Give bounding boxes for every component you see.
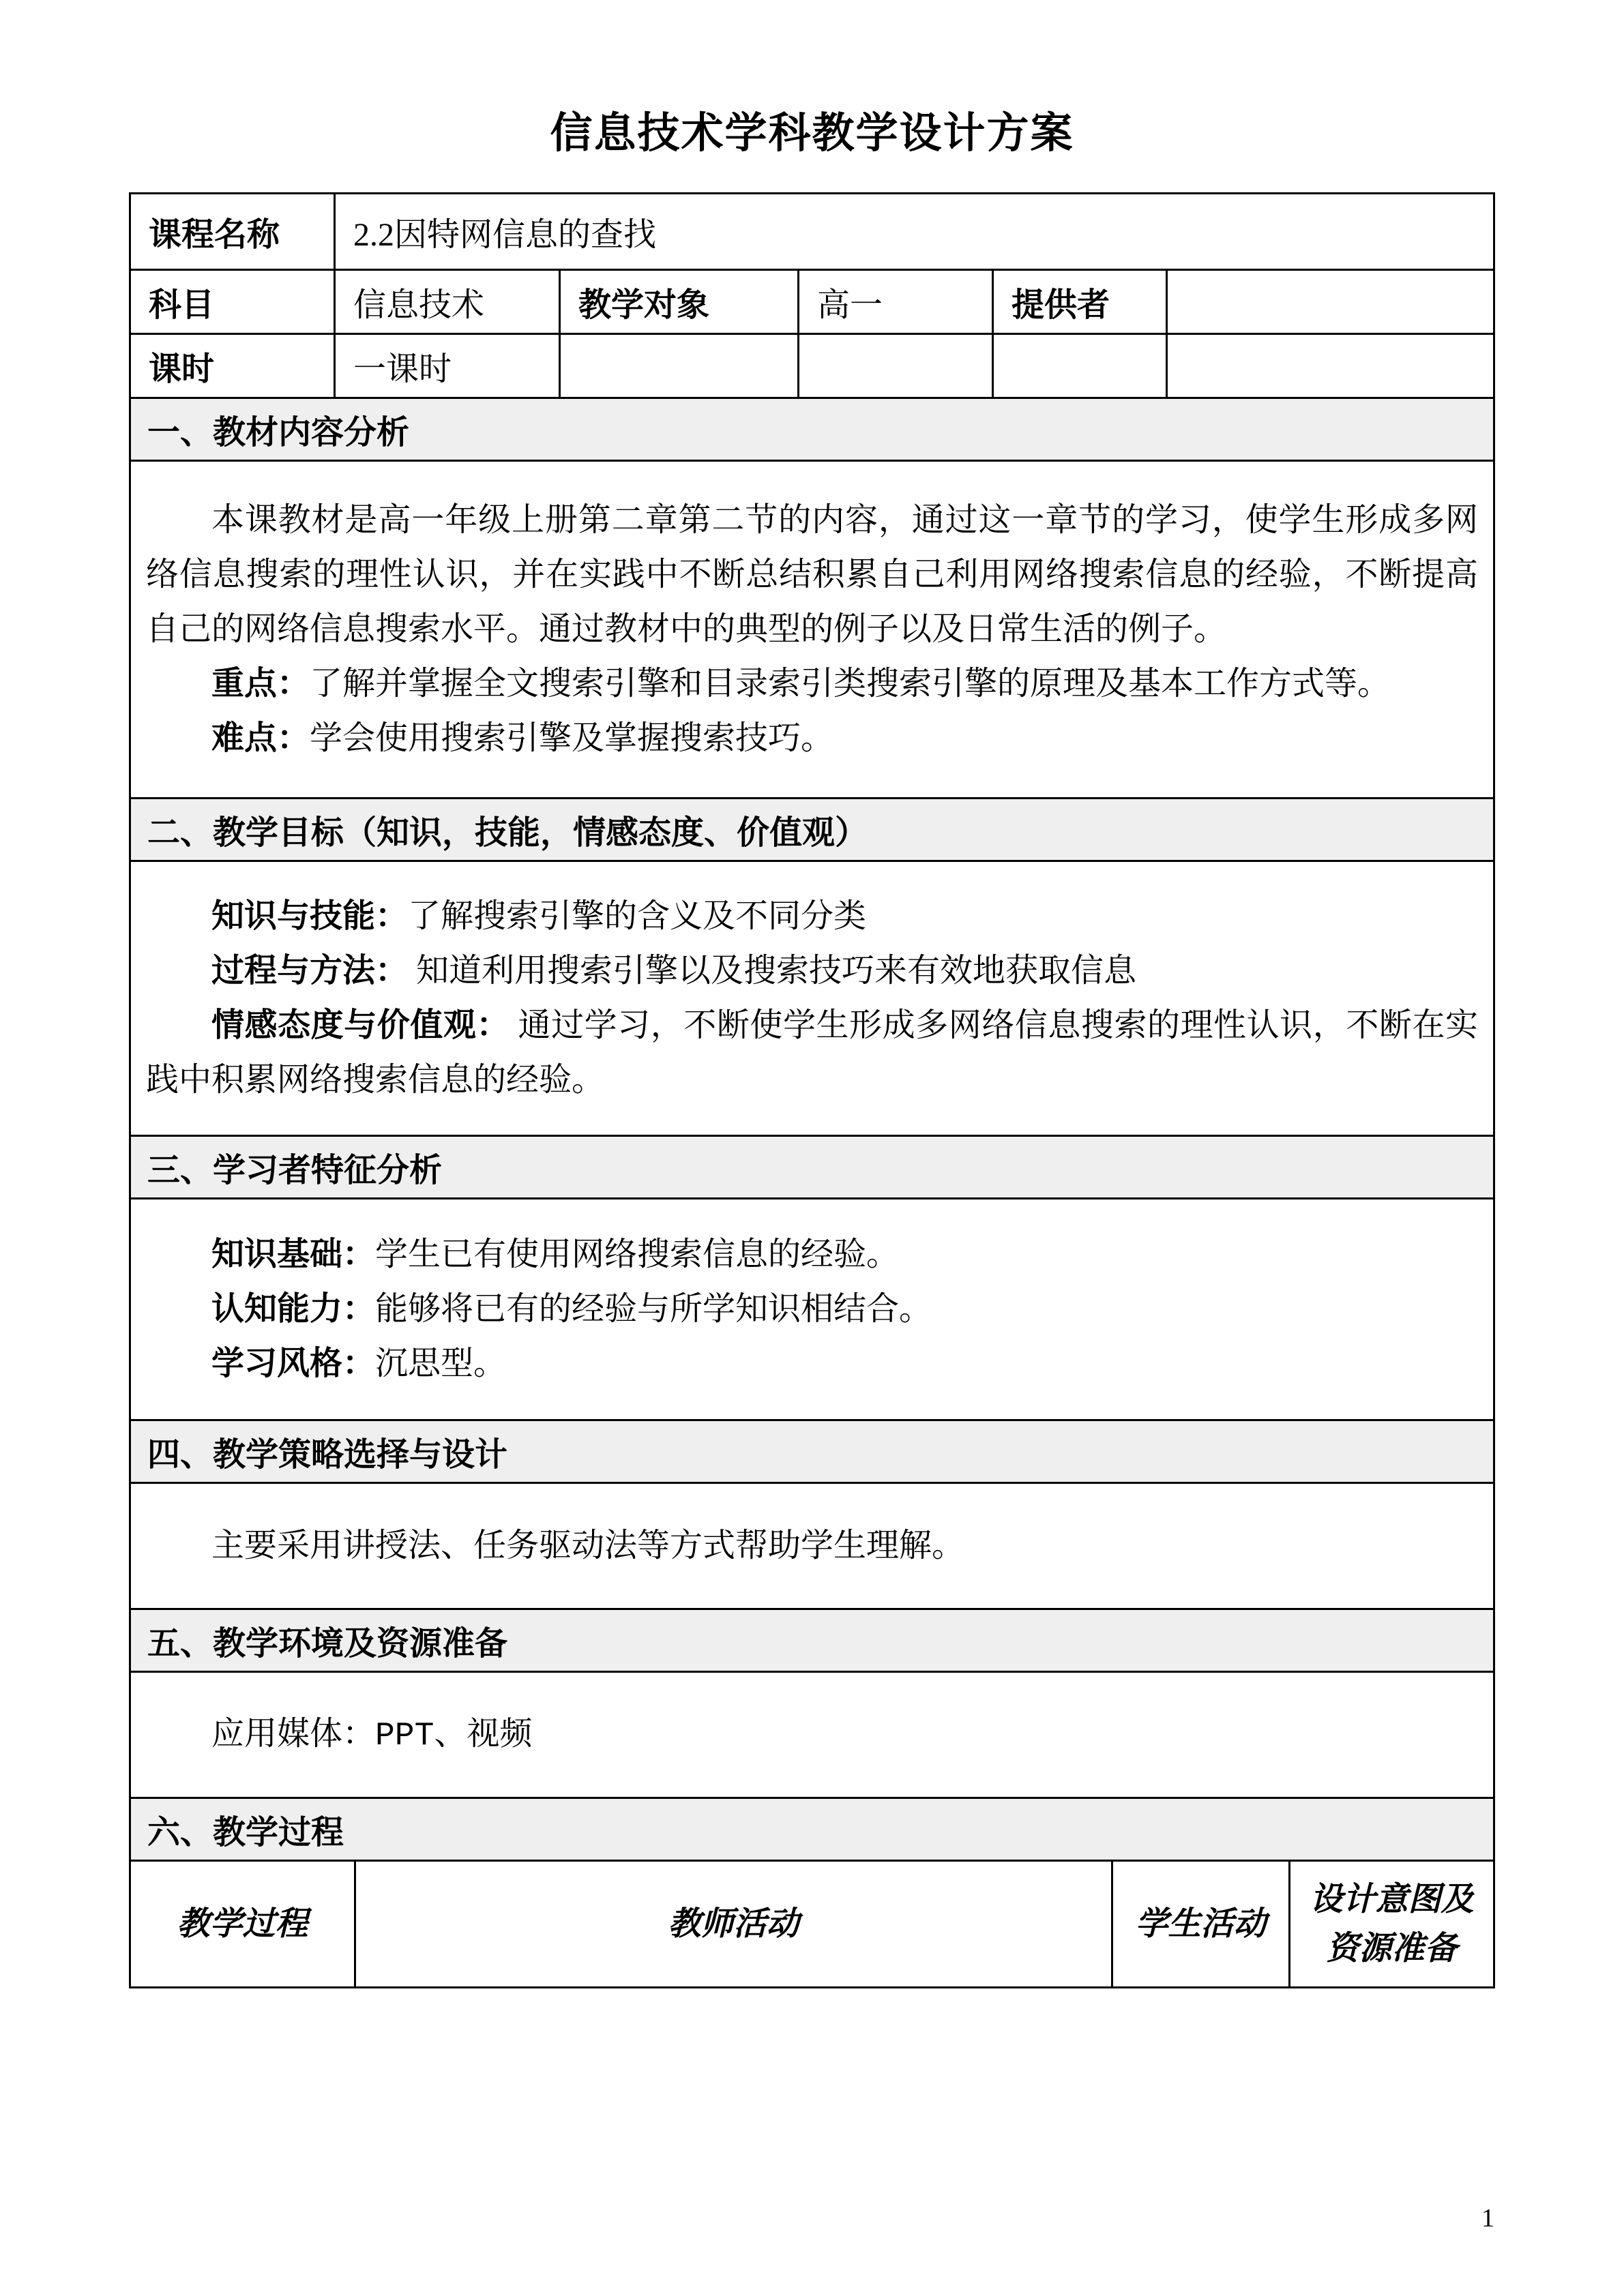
section-2-content xyxy=(130,861,1494,1136)
teaching-target-label: 教学对象 xyxy=(559,270,798,334)
knowledge-skills-label: 知识与技能： xyxy=(211,898,408,934)
section-3-content xyxy=(130,1199,1494,1420)
media-line xyxy=(146,1707,1478,1763)
media-ppt-text: PPT xyxy=(375,1717,434,1755)
section-3-header: 三、学习者特征分析 xyxy=(130,1136,1494,1199)
section-5-header-row xyxy=(130,1609,1494,1672)
media-rest-text: 、视频 xyxy=(434,1715,533,1752)
media-label: 应用媒体： xyxy=(211,1715,375,1752)
emotion-value-text: 通过学习，不断使学生形成多网络信息搜索的理性认识，不断在实践中积累网络搜索信息的经验。 xyxy=(145,1007,1478,1098)
learning-style-label: 学习风格： xyxy=(211,1345,375,1382)
section-2-header: 二、教学目标（知识，技能，情感态度、价值观） xyxy=(130,799,1494,861)
process-method-label: 过程与方法： xyxy=(211,953,408,989)
difficulty-label: 难点： xyxy=(211,720,310,756)
class-hours-row xyxy=(130,334,1494,398)
document-title: 信息技术学科教学设计方案 xyxy=(550,110,1074,157)
empty-cell xyxy=(1166,334,1494,398)
class-hours-label: 课时 xyxy=(130,334,334,398)
section-2-header-row xyxy=(130,799,1494,861)
provider-value xyxy=(1166,270,1494,334)
section-1-body-row xyxy=(130,461,1494,799)
emotion-value-label: 情感态度与价值观： xyxy=(211,1007,510,1043)
emotion-value-line xyxy=(146,998,1478,1107)
key-point-label: 重点： xyxy=(211,666,310,702)
teaching-target-value: 高一 xyxy=(798,270,992,334)
section-2-body-row xyxy=(130,861,1494,1136)
provider-label: 提供者 xyxy=(992,270,1166,334)
knowledge-skills-text: 了解搜索引擎的含义及不同分类 xyxy=(408,898,867,934)
section-3-header-row xyxy=(130,1136,1494,1199)
cognition-line xyxy=(146,1282,1478,1337)
section-3-body-row xyxy=(130,1199,1494,1420)
difficulty-text: 学会使用搜索引擎及掌握搜索技巧。 xyxy=(310,720,834,756)
section-1-header-row xyxy=(130,398,1494,461)
strategy-paragraph: 主要采用讲授法、任务驱动法等方式帮助学生理解。 xyxy=(211,1527,964,1564)
knowledge-base-line xyxy=(146,1227,1478,1282)
empty-cell xyxy=(798,334,992,398)
course-name-label: 课程名称 xyxy=(130,194,334,270)
cognition-label: 认知能力： xyxy=(211,1291,375,1327)
section-4-content xyxy=(130,1483,1494,1609)
student-activity-col-header: 学生活动 xyxy=(1112,1861,1290,1988)
section-5-header: 五、教学环境及资源准备 xyxy=(130,1609,1494,1672)
course-name-row xyxy=(130,194,1494,270)
teacher-activity-col-header: 教师活动 xyxy=(355,1861,1112,1988)
teaching-process-table xyxy=(129,1860,1495,1988)
material-analysis-paragraph: 本课教材是高一年级上册第二章第二节的内容，通过这一章节的学习，使学生形成多网络信息搜索的理性认识，并在实践中不断总结积累自己利用网络搜索信息的经验，不断提高自己的网络信息搜索水平。通过教材中的典型的例子以及日常生活的例子。 xyxy=(145,502,1479,647)
lesson-plan-table xyxy=(129,192,1495,1862)
key-point-line xyxy=(146,657,1478,711)
empty-cell xyxy=(559,334,798,398)
key-point-text: 了解并掌握全文搜索引擎和目录索引类搜索引擎的原理及基本工作方式等。 xyxy=(310,666,1391,702)
learning-style-text: 沉思型。 xyxy=(375,1345,507,1382)
section-1-header: 一、教材内容分析 xyxy=(130,398,1494,461)
learning-style-line xyxy=(146,1337,1478,1391)
subject-row xyxy=(130,270,1494,334)
section-4-header-row xyxy=(130,1420,1494,1483)
section-5-content xyxy=(130,1672,1494,1798)
section-6-header-row xyxy=(130,1798,1494,1861)
subject-value: 信息技术 xyxy=(334,270,559,334)
cognition-text: 能够将已有的经验与所学知识相结合。 xyxy=(375,1291,932,1327)
knowledge-base-label: 知识基础： xyxy=(211,1236,375,1272)
process-method-text: 知道利用搜索引擎以及搜索技巧来有效地获取信息 xyxy=(408,953,1137,989)
knowledge-skills-line xyxy=(146,889,1478,944)
difficulty-line xyxy=(146,711,1478,766)
process-method-line xyxy=(146,944,1478,998)
course-name-value: 2.2因特网信息的查找 xyxy=(334,194,1494,270)
empty-cell xyxy=(992,334,1166,398)
class-hours-value: 一课时 xyxy=(334,334,559,398)
page-number: 1 xyxy=(1481,2204,1494,2233)
process-col-header: 教学过程 xyxy=(130,1861,355,1988)
section-1-content xyxy=(130,461,1494,799)
section-4-header: 四、教学策略选择与设计 xyxy=(130,1420,1494,1483)
process-header-row xyxy=(130,1861,1494,1988)
subject-label: 科目 xyxy=(130,270,334,334)
section-5-body-row xyxy=(130,1672,1494,1798)
design-intent-col-header: 设计意图及资源准备 xyxy=(1290,1861,1494,1988)
section-6-header: 六、教学过程 xyxy=(130,1798,1494,1861)
section-4-body-row xyxy=(130,1483,1494,1609)
knowledge-base-text: 学生已有使用网络搜索信息的经验。 xyxy=(375,1236,900,1272)
